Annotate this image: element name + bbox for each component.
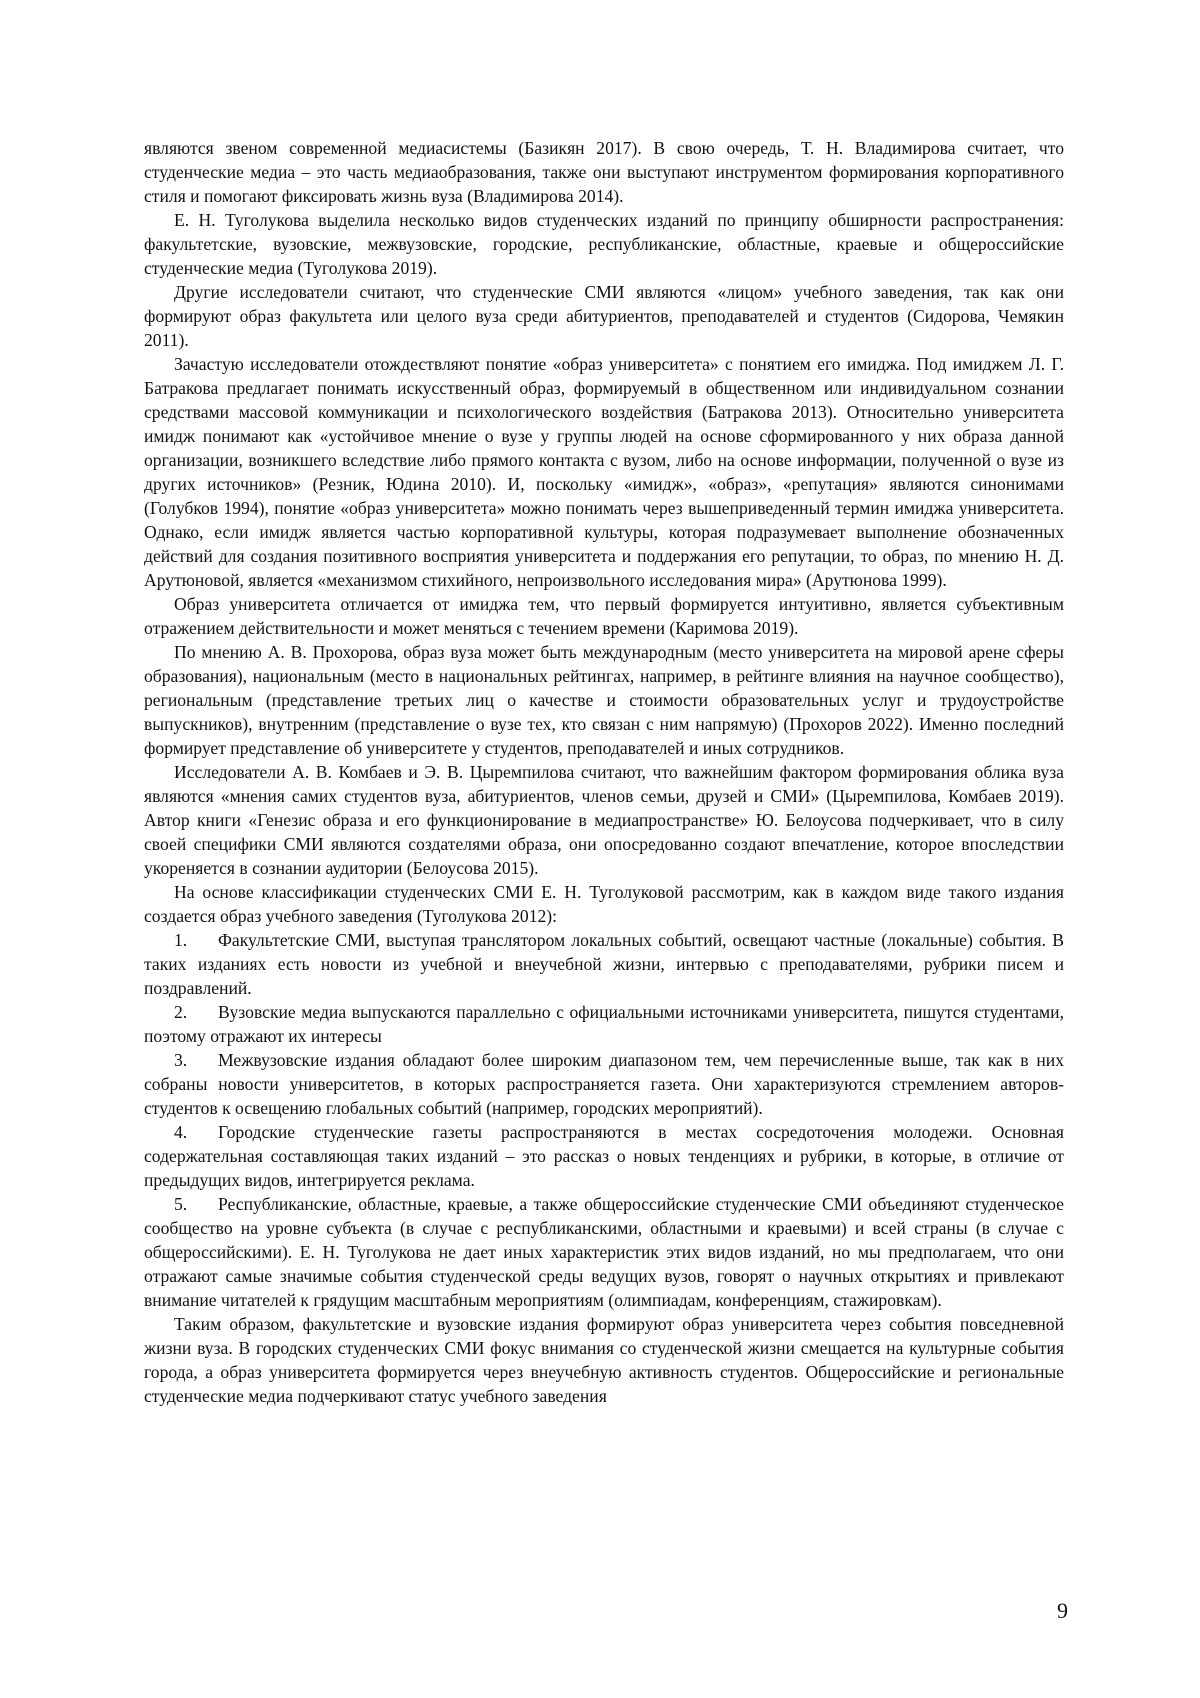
list-item-text: Республиканские, областные, краевые, а также общероссийские студенческие СМИ объединяют студенческое сообщество на уровне субъекта (в случае с республиканскими, областными и краевыми) и всей страны (в случае с общероссийскими). Е. Н. Туголукова не дает иных характеристик этих видов изданий, но мы предполагаем, что они отражают самые значимые события студенческой среды ведущих вузов, говорят о научных открытиях и привлекают внимание читателей к грядущим масштабным мероприятиям (олимпиадам, конференциям, стажировкам). <box>144 1194 1064 1310</box>
document-page <box>144 136 1064 1408</box>
list-item-text: Межвузовские издания обладают более широким диапазоном тем, чем перечисленные выше, так как в них собраны новости университетов, в которых распространяется газета. Они характеризуются стремлением авторов-студентов к освещению глобальных событий (например, городских мероприятий). <box>144 1050 1064 1118</box>
paragraph-tugolukova-types: Е. Н. Туголукова выделила несколько видов студенческих изданий по принципу обширности распространения: факультетские, вузовские, межвузовские, городские, республиканские, областные, краевые и общероссийские студенческие медиа (Туголукова 2019). <box>144 210 1064 278</box>
list-item <box>144 1048 1064 1120</box>
list-item <box>144 1192 1064 1312</box>
list-item <box>144 928 1064 1000</box>
list-item-number: 2. <box>174 1002 188 1022</box>
list-item-text: Факультетские СМИ, выступая транслятором локальных событий, освещают частные (локальные) события. В таких изданиях есть новости из учебной и внеучебной жизни, интервью с преподавателями, рубрики писем и поздравлений. <box>144 930 1064 998</box>
paragraph-conclusion: Таким образом, факультетские и вузовские издания формируют образ университета через события повседневной жизни вуза. В городских студенческих СМИ фокус внимания со студенческой жизни смещается на культурные события города, а образ университета формируется через внеучебную активность студентов. Общероссийские и региональные студенческие медиа подчеркивают статус учебного заведения <box>144 1314 1064 1406</box>
list-item-number: 5. <box>174 1194 188 1214</box>
list-item <box>144 1120 1064 1192</box>
paragraph-classification-intro: На основе классификации студенческих СМИ Е. Н. Туголуковой рассмотрим, как в каждом виде такого издания создается образ учебного заведения (Туголукова 2012): <box>144 882 1064 926</box>
paragraph-face-of-institution: Другие исследователи считают, что студенческие СМИ являются «лицом» учебного заведения, так как они формируют образ факультета или целого вуза среди абитуриентов, преподавателей и студентов (Сидорова, Чемякин 2011). <box>144 282 1064 350</box>
paragraph-image-definition: Зачастую исследователи отождествляют понятие «образ университета» с понятием его имиджа. Под имиджем Л. Г. Батракова предлагает понимать искусственный образ, формируемый в общественном или индивидуальном сознании средствами массовой коммуникации и психологического воздействия (Батракова 2013). Относительно университета имидж понимают как «устойчивое мнение о вузе у группы людей на основе сформированного у них образа данной организации, возникшего вследствие либо прямого контакта с вузом, либо на основе информации, полученной о вузе из других источников» (Резник, Юдина 2010). И, поскольку «имидж», «образ», «репутация» являются синонимами (Голубков 1994), понятие «образ университета» можно понимать через вышеприведенный термин имиджа университета. Однако, если имидж является частью корпоративной культуры, которая подразумевает выполнение обозначенных действий для создания позитивного восприятия университета и поддержания его репутации, то образ, по мнению Н. Д. Арутюновой, является «механизмом стихийного, непроизвольного исследования мира» (Арутюнова 1999). <box>144 354 1064 590</box>
list-item-number: 1. <box>174 930 188 950</box>
list-item-number: 4. <box>174 1122 188 1142</box>
paragraph-image-vs-reputation: Образ университета отличается от имиджа тем, что первый формируется интуитивно, является субъективным отражением действительности и может меняться с течением времени (Каримова 2019). <box>144 594 1064 638</box>
paragraph-continuation: являются звеном современной медиасистемы (Базикян 2017). В свою очередь, Т. Н. Владимирова считает, что студенческие медиа – это часть медиаобразования, также они выступают инструментом формирования корпоративного стиля и помогают фиксировать жизнь вуза (Владимирова 2014). <box>144 138 1064 206</box>
list-item-text: Городские студенческие газеты распространяются в местах сосредоточения молодежи. Основная содержательная составляющая таких изданий – это рассказ о новых тенденциях и рубрики, в которые, в отличие от предыдущих видов, интегрируется реклама. <box>144 1122 1064 1190</box>
list-item-number: 3. <box>174 1050 188 1070</box>
page-number: 9 <box>1057 1598 1068 1623</box>
paragraph-prokhorov: По мнению А. В. Прохорова, образ вуза может быть международным (место университета на мировой арене сферы образования), национальным (место в национальных рейтингах, например, в рейтинге влияния на научное сообщество), региональным (представление третьих лиц о качестве и стоимости образовательных услуг и трудоустройстве выпускников), внутренним (представление о вузе тех, кто связан с ним напрямую) (Прохоров 2022). Именно последний формирует представление об университете у студентов, преподавателей и иных сотрудников. <box>144 642 1064 758</box>
list-item <box>144 1000 1064 1048</box>
paragraph-kombaev: Исследователи А. В. Комбаев и Э. В. Цыремпилова считают, что важнейшим фактором формирования облика вуза являются «мнения самих студентов вуза, абитуриентов, членов семьи, друзей и СМИ» (Цыремпилова, Комбаев 2019). Автор книги «Генезис образа и его функционирование в медиапространстве» Ю. Белоусова подчеркивает, что в силу своей специфики СМИ являются создателями образа, они опосредованно создают впечатление, которое впоследствии укореняется в сознании аудитории (Белоусова 2015). <box>144 762 1064 878</box>
list-item-text: Вузовские медиа выпускаются параллельно с официальными источниками университета, пишутся студентами, поэтому отражают их интересы <box>144 1002 1064 1046</box>
